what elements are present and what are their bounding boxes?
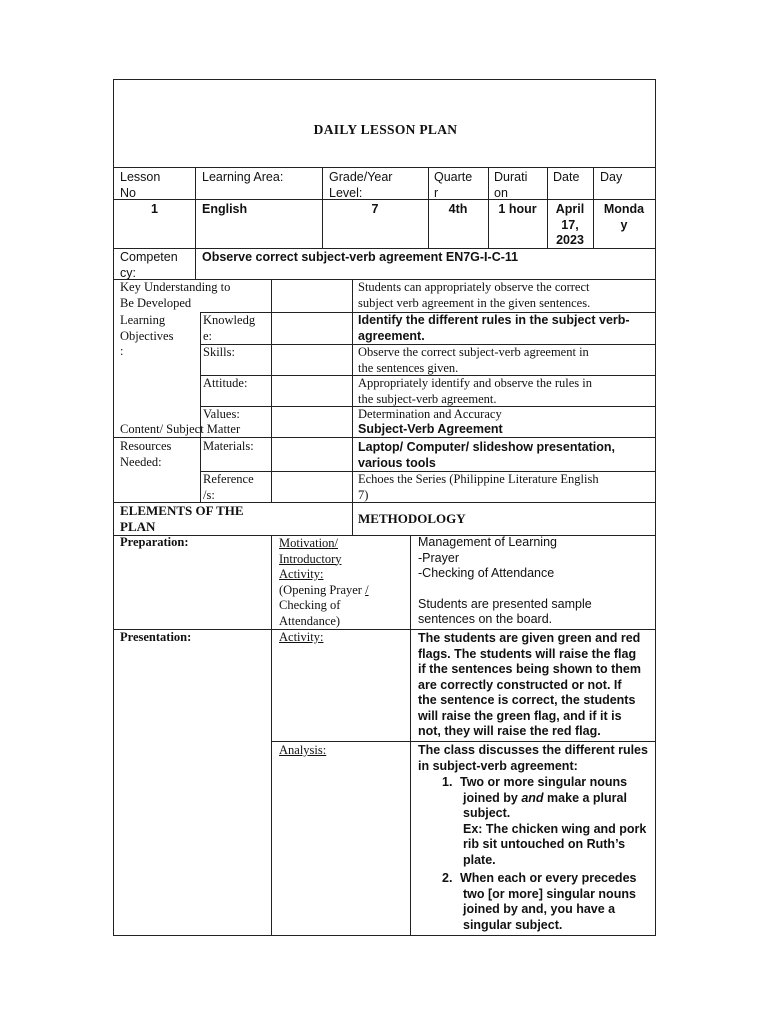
- value-grade: 7: [371, 202, 379, 216]
- methodology-header: METHODOLOGY: [358, 511, 466, 526]
- references-label-line: /s:: [203, 487, 215, 502]
- objectives-label-line: Learning: [120, 313, 166, 327]
- header-quarter-line: Quarte: [434, 170, 473, 184]
- activity-text-line: not, they will raise the red flag.: [418, 724, 601, 738]
- attitude-text-line: the subject-verb agreement.: [358, 391, 497, 406]
- header-lesson-no-line: No: [120, 185, 136, 200]
- activity-text-line: the sentence is correct, the students: [418, 693, 636, 707]
- col-divider: [200, 312, 201, 502]
- preparation-text-line: sentences on the board.: [418, 612, 553, 626]
- header-quarter-line: r: [434, 185, 439, 200]
- materials-label: Materials:: [203, 439, 254, 453]
- header-day: Day: [600, 170, 623, 184]
- skills-text-line: the sentences given.: [358, 360, 459, 375]
- col-divider: [271, 437, 272, 502]
- references-label-line: Reference: [203, 472, 254, 486]
- presentation-label: Presentation:: [120, 630, 192, 644]
- header-grade-year: [329, 170, 392, 201]
- values-label: Values:: [203, 407, 240, 421]
- analysis-intro-line: in subject-verb agreement:: [418, 758, 578, 773]
- references-text-line: Echoes the Series (Philippine Literature English: [358, 472, 599, 486]
- key-understanding-line: subject verb agreement in the given sentences.: [358, 295, 591, 310]
- value-day-line: y: [620, 217, 628, 232]
- content-label: Content/ Subject Matter: [120, 422, 241, 436]
- header-learning-area: Learning Area:: [202, 170, 284, 184]
- rule-1-emphasis: and: [521, 790, 544, 805]
- activity-label: Activity:: [279, 630, 324, 644]
- preparation-activity-part: (Opening Prayer: [279, 582, 362, 597]
- col-divider: [271, 535, 272, 935]
- competency-label: [120, 250, 178, 281]
- references-text: [358, 472, 599, 503]
- objectives-label-line: Objectives: [120, 328, 174, 343]
- spacer: [418, 582, 592, 597]
- header-duration-line: on: [494, 185, 508, 200]
- rule-1: [442, 775, 646, 868]
- value-date-line: April: [555, 202, 585, 216]
- elements-header: [120, 503, 244, 534]
- value-lesson-no: 1: [151, 202, 158, 216]
- row-divider: [271, 741, 655, 742]
- preparation-text-line: Students are presented sample: [418, 596, 592, 611]
- activity-text-line: flags. The students will raise the flag: [418, 646, 637, 661]
- analysis-label: Analysis:: [279, 743, 327, 757]
- rule-1-text: make a plural: [543, 790, 627, 805]
- analysis-text: [418, 743, 648, 774]
- competency-label-line: Competen: [120, 250, 178, 264]
- key-understanding-label-line: Key Understanding to: [120, 280, 231, 294]
- attitude-label: Attitude:: [203, 376, 248, 390]
- header-lesson-no: [120, 170, 160, 201]
- col-divider: [352, 279, 353, 535]
- preparation-text-line: Management of Learning: [418, 535, 557, 549]
- knowledge-text-line: agreement.: [358, 328, 425, 343]
- references-text-line: 7): [358, 487, 369, 502]
- preparation-text: [418, 535, 592, 628]
- materials-text: [358, 440, 615, 471]
- knowledge-label-line: e:: [203, 328, 213, 343]
- rule-2-line: joined by and, you have a: [463, 902, 616, 916]
- rule-1-text: joined by: [463, 790, 522, 805]
- key-understanding-text: [358, 280, 590, 311]
- rule-1-example: rib sit untouched on Ruth’s: [463, 837, 626, 851]
- document-title: DAILY LESSON PLAN: [313, 122, 458, 137]
- activity-text-line: if the sentences being shown to them: [418, 662, 641, 676]
- resources-label-line: Resources: [120, 439, 172, 453]
- rule-1-line: [442, 791, 646, 807]
- value-date: [547, 202, 593, 249]
- objectives-label-line: :: [120, 344, 124, 358]
- rule-2-line: singular subject.: [463, 917, 563, 932]
- header-quarter: [434, 170, 472, 201]
- value-duration: 1 hour: [498, 202, 537, 216]
- rule-1-example: Ex: The chicken wing and pork: [463, 821, 647, 836]
- preparation-activity-part: /: [365, 582, 369, 597]
- preparation-label: Preparation:: [120, 535, 189, 549]
- preparation-activity-line: Checking of: [279, 598, 341, 612]
- preparation-activity-line: Motivation/: [279, 536, 339, 550]
- col-divider: [271, 279, 272, 437]
- rule-1-example: plate.: [463, 852, 496, 867]
- activity-text: [418, 631, 641, 740]
- activity-text-line: are correctly constructed or not. If: [418, 677, 622, 692]
- activity-text-line: The students are given green and red: [418, 631, 641, 645]
- preparation-activity-line: Activity:: [279, 567, 324, 581]
- elements-header-line: ELEMENTS OF THE: [120, 503, 244, 518]
- rule-2-text: When each or every precedes: [460, 871, 637, 885]
- competency-label-line: cy:: [120, 265, 136, 280]
- preparation-text-line: -Prayer: [418, 550, 459, 565]
- knowledge-label-line: Knowledg: [203, 313, 256, 327]
- materials-text-line: Laptop/ Computer/ slideshow presentation,: [358, 440, 615, 454]
- rule-1-line: subject.: [463, 806, 511, 820]
- header-lesson-no-line: Lesson: [120, 170, 161, 184]
- preparation-activity-line: Introductory: [279, 551, 342, 566]
- preparation-activity-line: Attendance): [279, 613, 341, 628]
- rule-2-number: 2.: [442, 871, 453, 885]
- key-understanding-line: Students can appropriately observe the correct: [358, 280, 590, 294]
- lesson-plan-table: [113, 79, 656, 936]
- rule-1-line: [442, 775, 646, 791]
- references-label: [203, 472, 254, 503]
- skills-label: Skills:: [203, 345, 235, 359]
- resources-label: [120, 439, 171, 470]
- competency-text: Observe correct subject-verb agreement EN7G-I-C-11: [202, 250, 519, 264]
- preparation-activity: [279, 536, 369, 629]
- skills-text-line: Observe the correct subject-verb agreement in: [358, 345, 589, 359]
- content-text: Subject-Verb Agreement: [358, 422, 503, 436]
- values-text: Determination and Accuracy: [358, 407, 502, 421]
- rule-1-text: Two or more singular nouns: [460, 775, 628, 789]
- rule-2-line: [442, 871, 636, 887]
- knowledge-text-line: Identify the different rules in the subject verb-: [358, 313, 630, 327]
- rule-2: [442, 871, 636, 933]
- header-grade-line: Grade/Year: [329, 170, 393, 184]
- activity-text-line: will raise the green flag, and if it is: [418, 708, 622, 723]
- col-divider: [195, 248, 196, 279]
- value-date-line: 17,: [561, 217, 579, 232]
- attitude-text: [358, 376, 592, 407]
- resources-label-line: Needed:: [120, 454, 162, 469]
- key-understanding-label-line: Be Developed: [120, 295, 192, 310]
- header-duration: [494, 170, 527, 201]
- knowledge-text: [358, 313, 630, 344]
- header-date: Date: [553, 170, 580, 184]
- value-day-line: Monda: [603, 202, 645, 216]
- elements-header-line: PLAN: [120, 518, 156, 534]
- value-learning-area: English: [202, 202, 248, 216]
- knowledge-label: [203, 313, 255, 344]
- value-quarter: 4th: [448, 202, 468, 216]
- header-duration-line: Durati: [494, 170, 528, 184]
- value-day: [593, 202, 655, 233]
- value-date-line: 2023: [556, 233, 584, 247]
- rule-1-number: 1.: [442, 775, 453, 789]
- key-understanding-label: [120, 280, 230, 311]
- objectives-label: [120, 313, 173, 360]
- preparation-text-line: -Checking of Attendance: [418, 566, 555, 580]
- header-grade-line: Level:: [329, 185, 363, 200]
- attitude-text-line: Appropriately identify and observe the rules in: [358, 376, 592, 390]
- col-divider: [195, 167, 196, 248]
- rule-2-line: two [or more] singular nouns: [463, 886, 636, 901]
- col-divider: [410, 535, 411, 935]
- skills-text: [358, 345, 589, 376]
- row-divider: [114, 629, 655, 630]
- preparation-activity-line: [279, 583, 369, 599]
- materials-text-line: various tools: [358, 455, 436, 470]
- analysis-intro-line: The class discusses the different rules: [418, 743, 648, 757]
